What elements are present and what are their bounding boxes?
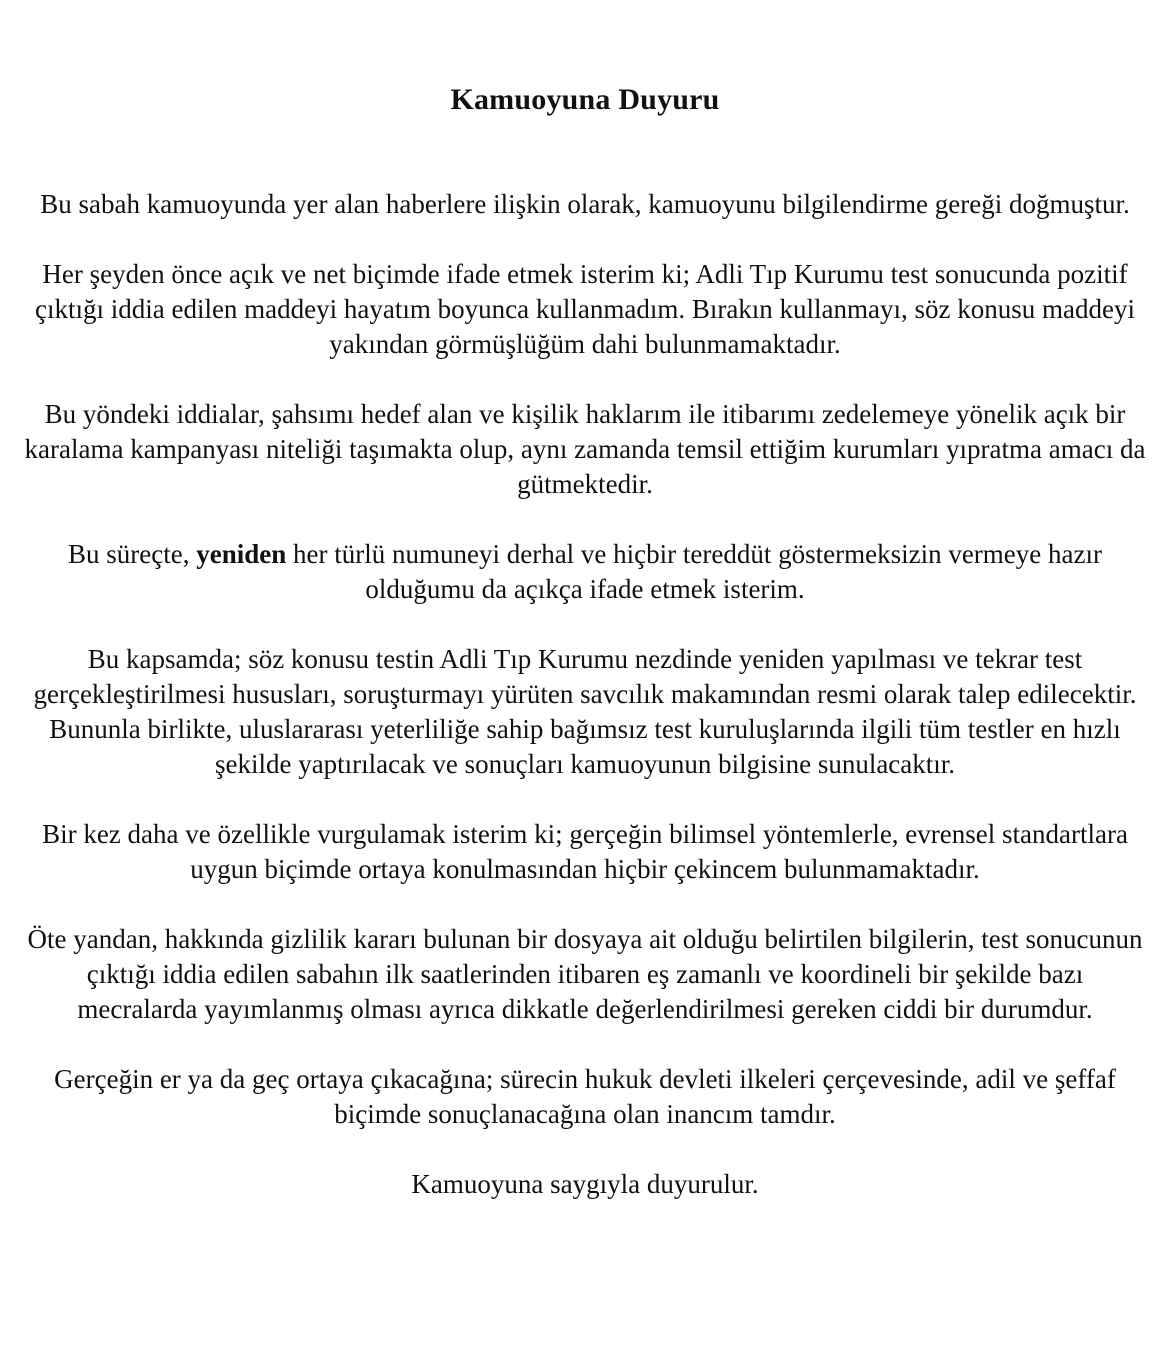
paragraph-sample-offer-before: Bu süreçte, <box>68 539 197 569</box>
paragraph-independent-tests: Bununla birlikte, uluslararası yeterliliğe sahip bağımsız test kuruluşlarında ilgili tüm testler en hızlı şekilde yaptırılacak ve sonuçları kamuoyunun bilgisine sunulacaktır. <box>49 714 1121 779</box>
paragraph-intro: Bu sabah kamuoyunda yer alan haberlere ilişkin olarak, kamuoyunu bilgilendirme gereği doğmuştur. <box>40 189 1130 219</box>
paragraph-confidentiality-leak: Öte yandan, hakkında gizlilik kararı bulunan bir dosyaya ait olduğu belirtilen bilgilerin, test sonucunun çıktığı iddia edilen sabahın ilk saatlerinden itibaren eş zamanlı ve koordineli bir şekilde bazı mecralarda yayımlanmış olması ayrıca dikkatle değerlendirilmesi gereken ciddi bir durumdur. <box>27 924 1143 1024</box>
closing-line: Kamuoyuna saygıyla duyurulur. <box>411 1169 759 1199</box>
page-title: Kamuoyuna Duyuru <box>450 83 720 116</box>
paragraph-retest-request: Bu kapsamda; söz konusu testin Adli Tıp Kurumu nezdinde yeniden yapılması ve tekrar test gerçekleştirilmesi hususları, soruşturmayı yürüten savcılık makamından resmi olarak talep edilecektir. <box>33 644 1137 709</box>
paragraph-sample-offer-after: her türlü numuneyi derhal ve hiçbir tereddüt göstermeksizin vermeye hazır olduğumu da açıkça ifade etmek isterim. <box>286 539 1102 604</box>
paragraph-sample-offer <box>24 537 1146 607</box>
paragraph-trust-in-justice: Gerçeğin er ya da geç ortaya çıkacağına; sürecin hukuk devleti ilkeleri çerçevesinde, adil ve şeffaf biçimde sonuçlanacağına olan inancım tamdır. <box>54 1064 1116 1129</box>
paragraph-sample-offer-bold-word: yeniden <box>196 539 287 569</box>
paragraph-denial: Her şeyden önce açık ve net biçimde ifade etmek isterim ki; Adli Tıp Kurumu test sonucunda pozitif çıktığı iddia edilen maddeyi hayatım boyunca kullanmadım. Bırakın kullanmayı, söz konusu maddeyi yakından görmüşlüğüm dahi bulunmamaktadır. <box>34 259 1135 359</box>
paragraph-smear-campaign: Bu yöndeki iddialar, şahsımı hedef alan ve kişilik haklarım ile itibarımı zedelemeye yönelik açık bir karalama kampanyası niteliği taşımakta olup, aynı zamanda temsil ettiğim kurumları yıpratma amacı da gütmektedir. <box>24 399 1146 499</box>
paragraph-scientific-methods: Bir kez daha ve özellikle vurgulamak isterim ki; gerçeğin bilimsel yöntemlerle, evrensel standartlara uygun biçimde ortaya konulmasından hiçbir çekincem bulunmamaktadır. <box>42 819 1128 884</box>
